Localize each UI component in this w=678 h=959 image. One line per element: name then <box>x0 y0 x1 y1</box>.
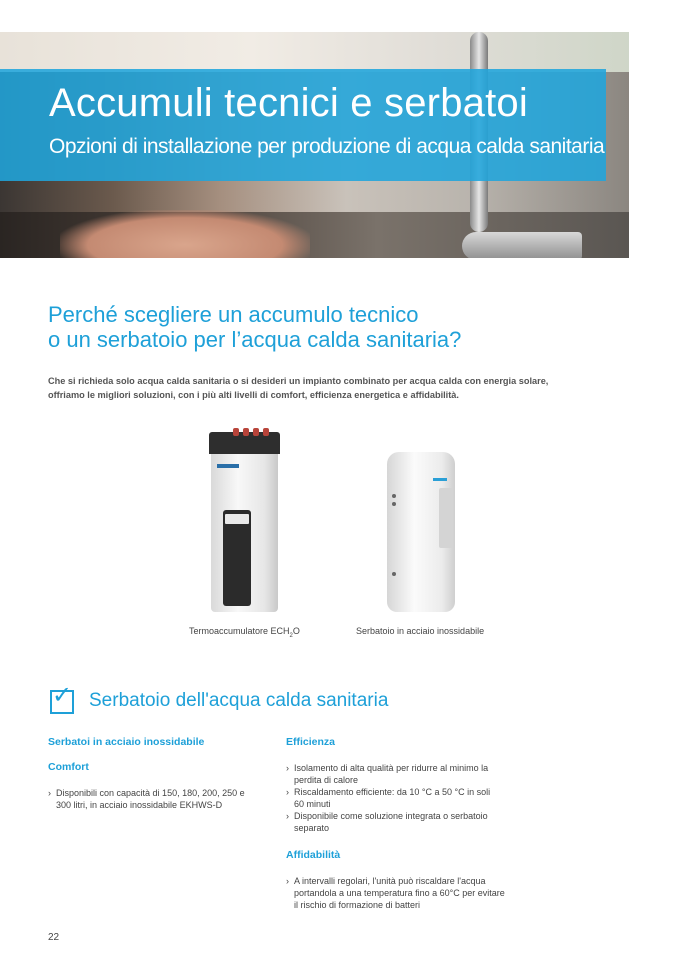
feature-heading: Serbatoio dell'acqua calda sanitaria <box>89 690 389 711</box>
page-number: 22 <box>48 932 60 943</box>
list-item-line: il rischio di formazione di batteri <box>294 900 421 910</box>
title-banner <box>0 69 606 181</box>
page-subtitle: Opzioni di installazione per produzione di acqua calda sanitaria <box>49 135 605 158</box>
hand-with-glass <box>60 210 310 258</box>
side-box <box>439 488 453 548</box>
list-item-line: perdita di calore <box>294 775 359 785</box>
tank-port <box>392 502 396 506</box>
list-item-line: separato <box>294 823 330 833</box>
control-panel <box>223 510 251 606</box>
list-item <box>286 875 526 911</box>
tank-connector <box>233 428 239 436</box>
list-item-line: portandola a una temperatura fino a 60°C per evitare <box>294 888 505 898</box>
section-heading-line2: o un serbatoio per l’acqua calda sanitaria? <box>48 327 462 352</box>
intro-paragraph <box>48 374 588 402</box>
tank-connector <box>263 428 269 436</box>
comfort-title: Comfort <box>48 761 89 773</box>
tank-port <box>392 572 396 576</box>
list-item-line: › Disponibili con capacità di 150, 180, 200, 250 e <box>56 788 245 798</box>
list-item-line: › Disponibile come soluzione integrata o serbatoio <box>294 811 488 821</box>
tank-connector <box>253 428 259 436</box>
list-item-line: 60 minuti <box>294 799 331 809</box>
affidabilita-title: Affidabilità <box>286 849 341 861</box>
intro-line2: offriamo le migliori soluzioni, con i più alti livelli di comfort, efficienza energetica e affidabilità. <box>48 390 459 400</box>
efficienza-title: Efficienza <box>286 736 336 748</box>
list-item <box>286 810 526 834</box>
tank-port <box>392 494 396 498</box>
stainless-tank-image <box>387 452 455 612</box>
section-heading-line1: Perché scegliere un accumulo tecnico <box>48 302 419 327</box>
window-background <box>0 32 629 72</box>
ech2o-tank-image <box>209 432 280 612</box>
control-display <box>225 514 249 524</box>
list-item-line: › A intervalli regolari, l'unità può riscaldare l'acqua <box>294 876 486 886</box>
intro-line1: Che si richieda solo acqua calda sanitaria o si desideri un impianto combinato per acqua calda con energia solare, <box>48 376 549 386</box>
list-item <box>286 786 526 810</box>
list-item <box>48 787 268 811</box>
efficienza-list <box>286 762 526 834</box>
checkmark-icon: ✓ <box>52 682 73 709</box>
list-item-line: › Riscaldamento efficiente: da 10 °C a 50 °C in soli <box>294 787 491 797</box>
tank-connector <box>243 428 249 436</box>
list-item <box>286 762 526 786</box>
brand-logo <box>217 464 239 468</box>
comfort-list <box>48 787 268 811</box>
affidabilita-list <box>286 875 526 911</box>
brand-logo <box>433 478 447 481</box>
product-caption-ech2o: Termoaccumulatore $ECH_2O$ <box>189 626 300 639</box>
section-heading <box>48 302 461 352</box>
product-caption-stainless: Serbatoio in acciaio inossidabile <box>356 626 485 636</box>
page-title: Accumuli tecnici e serbatoi <box>49 81 528 125</box>
list-item-line: 300 litri, in acciaio inossidabile EKHWS-D <box>56 800 223 810</box>
list-item-line: › Isolamento di alta qualità per ridurre al minimo la <box>294 763 489 773</box>
left-subtitle: Serbatoi in acciaio inossidabile <box>48 736 205 748</box>
faucet-handle <box>462 232 582 258</box>
